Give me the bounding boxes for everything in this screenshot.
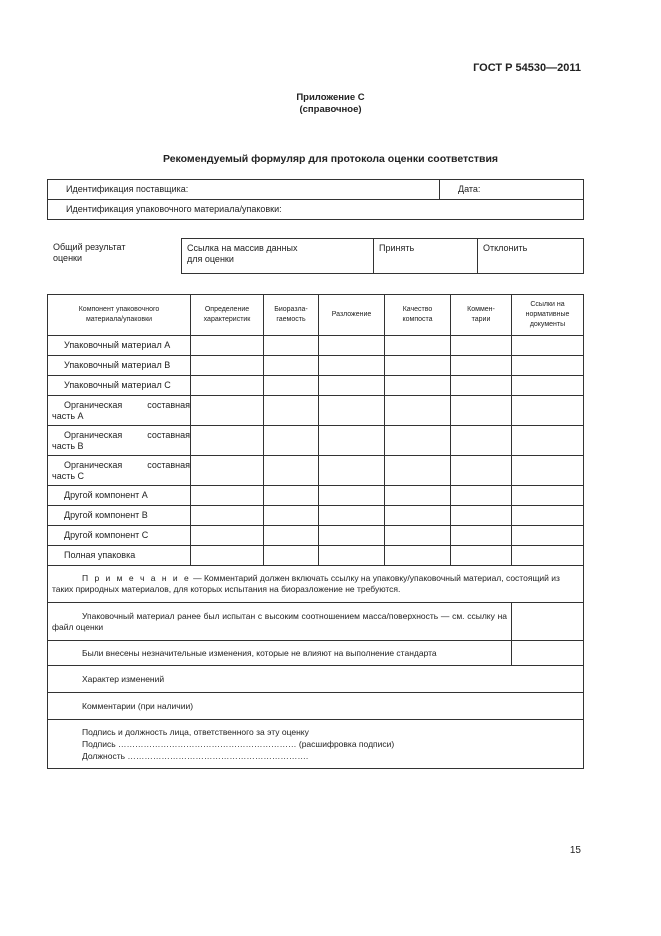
component-cell: Упаковочный материал А — [48, 336, 191, 356]
supplier-table — [47, 179, 584, 220]
comments-row — [48, 693, 584, 720]
header-cell: Ссылки на нормативные документы — [512, 295, 584, 336]
empty-cell[interactable] — [451, 546, 512, 566]
overall-result-label: Общий результат оценки — [53, 242, 126, 263]
empty-cell[interactable] — [451, 356, 512, 376]
table-row — [48, 356, 584, 376]
empty-cell[interactable] — [385, 376, 451, 396]
empty-cell[interactable] — [319, 526, 385, 546]
empty-cell[interactable] — [264, 506, 319, 526]
empty-cell[interactable] — [319, 356, 385, 376]
empty-cell[interactable] — [264, 336, 319, 356]
component-cell: Упаковочный материал С — [48, 376, 191, 396]
empty-cell[interactable] — [512, 336, 584, 356]
empty-cell[interactable] — [512, 376, 584, 396]
empty-cell[interactable] — [512, 546, 584, 566]
table-row — [48, 426, 584, 456]
empty-cell[interactable] — [264, 376, 319, 396]
empty-cell[interactable] — [512, 356, 584, 376]
empty-cell[interactable] — [512, 486, 584, 506]
table-row — [48, 506, 584, 526]
header-cell: Разложение — [319, 295, 385, 336]
nature-of-changes-row-cell: Характер изменений — [48, 666, 584, 693]
empty-cell[interactable] — [385, 506, 451, 526]
empty-cell[interactable] — [191, 426, 264, 456]
minor-changes-row — [48, 641, 584, 666]
empty-cell[interactable] — [385, 526, 451, 546]
data-reference-cell: Ссылка на массив данных для оценки — [182, 239, 374, 274]
header-cell: Качество компоста — [385, 295, 451, 336]
component-cell: Другой компонент А — [48, 486, 191, 506]
empty-cell[interactable] — [264, 546, 319, 566]
empty-cell[interactable] — [451, 396, 512, 426]
empty-cell[interactable] — [191, 506, 264, 526]
empty-cell[interactable] — [385, 396, 451, 426]
component-cell: Органическая составная часть С — [48, 456, 191, 486]
note-row — [48, 566, 584, 603]
empty-cell[interactable] — [191, 376, 264, 396]
empty-cell[interactable] — [264, 356, 319, 376]
empty-cell[interactable] — [319, 376, 385, 396]
empty-cell[interactable] — [264, 456, 319, 486]
date-cell: Дата: — [440, 180, 584, 200]
form-title: Рекомендуемый формуляр для протокола оценки соответствия — [162, 153, 499, 165]
empty-cell[interactable] — [319, 486, 385, 506]
empty-cell[interactable] — [191, 456, 264, 486]
empty-cell[interactable] — [191, 356, 264, 376]
material-id-cell: Идентификация упаковочного материала/упаковки: — [48, 200, 584, 220]
reject-cell: Отклонить — [478, 239, 584, 274]
empty-cell[interactable] — [191, 526, 264, 546]
annex-subtitle: (справочное) — [299, 104, 362, 115]
empty-cell[interactable] — [451, 526, 512, 546]
empty-cell[interactable] — [385, 546, 451, 566]
empty-cell[interactable] — [385, 336, 451, 356]
empty-cell[interactable] — [451, 506, 512, 526]
page-number: 15 — [569, 845, 581, 856]
assessment-table — [47, 294, 584, 769]
table-row — [48, 376, 584, 396]
empty-cell[interactable] — [451, 336, 512, 356]
component-cell: Полная упаковка — [48, 546, 191, 566]
previously-tested-row-cell: Упаковочный материал ранее был испытан с высоким соотношением масса/поверхность — см. ссылку на файл оценки — [48, 603, 512, 641]
component-cell: Другой компонент С — [48, 526, 191, 546]
empty-cell[interactable] — [191, 336, 264, 356]
empty-cell[interactable] — [512, 641, 584, 666]
standard-number: ГОСТ Р 54530—2011 — [473, 62, 581, 74]
empty-cell[interactable] — [319, 546, 385, 566]
empty-cell[interactable] — [319, 336, 385, 356]
empty-cell[interactable] — [264, 526, 319, 546]
empty-cell[interactable] — [319, 456, 385, 486]
header-cell: Коммен- тарии — [451, 295, 512, 336]
table-row — [48, 336, 584, 356]
nature-of-changes-row — [48, 666, 584, 693]
empty-cell[interactable] — [512, 506, 584, 526]
empty-cell[interactable] — [385, 356, 451, 376]
header-cell: Компонент упаковочного материала/упаковки — [48, 295, 191, 336]
empty-cell[interactable] — [264, 486, 319, 506]
table-row — [48, 546, 584, 566]
empty-cell[interactable] — [451, 486, 512, 506]
empty-cell[interactable] — [264, 426, 319, 456]
header-cell: Определение характеристик — [191, 295, 264, 336]
empty-cell[interactable] — [512, 526, 584, 546]
empty-cell[interactable] — [319, 396, 385, 426]
component-cell: Другой компонент В — [48, 506, 191, 526]
table-row — [48, 396, 584, 426]
empty-cell[interactable] — [512, 603, 584, 641]
empty-cell[interactable] — [191, 486, 264, 506]
empty-cell[interactable] — [451, 426, 512, 456]
signature-row-cell: Подпись и должность лица, ответственного за эту оценку Подпись ……………………………………………………… (расшифровка подписи) Должность ………………………………………………………. — [48, 720, 584, 769]
comments-row-cell: Комментарии (при наличии) — [48, 693, 584, 720]
table-row — [48, 486, 584, 506]
empty-cell[interactable] — [451, 456, 512, 486]
overall-result-table — [181, 238, 584, 274]
empty-cell[interactable] — [512, 456, 584, 486]
empty-cell[interactable] — [385, 456, 451, 486]
minor-changes-row-cell: Были внесены незначительные изменения, которые не влияют на выполнение стандарта — [48, 641, 512, 666]
empty-cell[interactable] — [191, 546, 264, 566]
supplier-id-cell: Идентификация поставщика: — [48, 180, 440, 200]
table-row — [48, 526, 584, 546]
empty-cell[interactable] — [191, 396, 264, 426]
accept-cell: Принять — [374, 239, 478, 274]
empty-cell[interactable] — [385, 426, 451, 456]
empty-cell[interactable] — [512, 426, 584, 456]
annex-title: Приложение С — [296, 92, 365, 103]
table-row — [48, 456, 584, 486]
header-cell: Биоразла- гаемость — [264, 295, 319, 336]
note-row-cell: П р и м е ч а н и е — Комментарий должен включать ссылку на упаковку/упаковочный материал, состоящий из таких природных материалов, для которых испытания на биоразложение не требуются. — [48, 566, 584, 603]
signature-row — [48, 720, 584, 769]
empty-cell[interactable] — [451, 376, 512, 396]
empty-cell[interactable] — [319, 426, 385, 456]
component-cell: Органическая составная часть В — [48, 426, 191, 456]
empty-cell[interactable] — [512, 396, 584, 426]
component-cell: Органическая составная часть А — [48, 396, 191, 426]
empty-cell[interactable] — [385, 486, 451, 506]
empty-cell[interactable] — [264, 396, 319, 426]
previously-tested-row — [48, 603, 584, 641]
empty-cell[interactable] — [319, 506, 385, 526]
component-cell: Упаковочный материал В — [48, 356, 191, 376]
